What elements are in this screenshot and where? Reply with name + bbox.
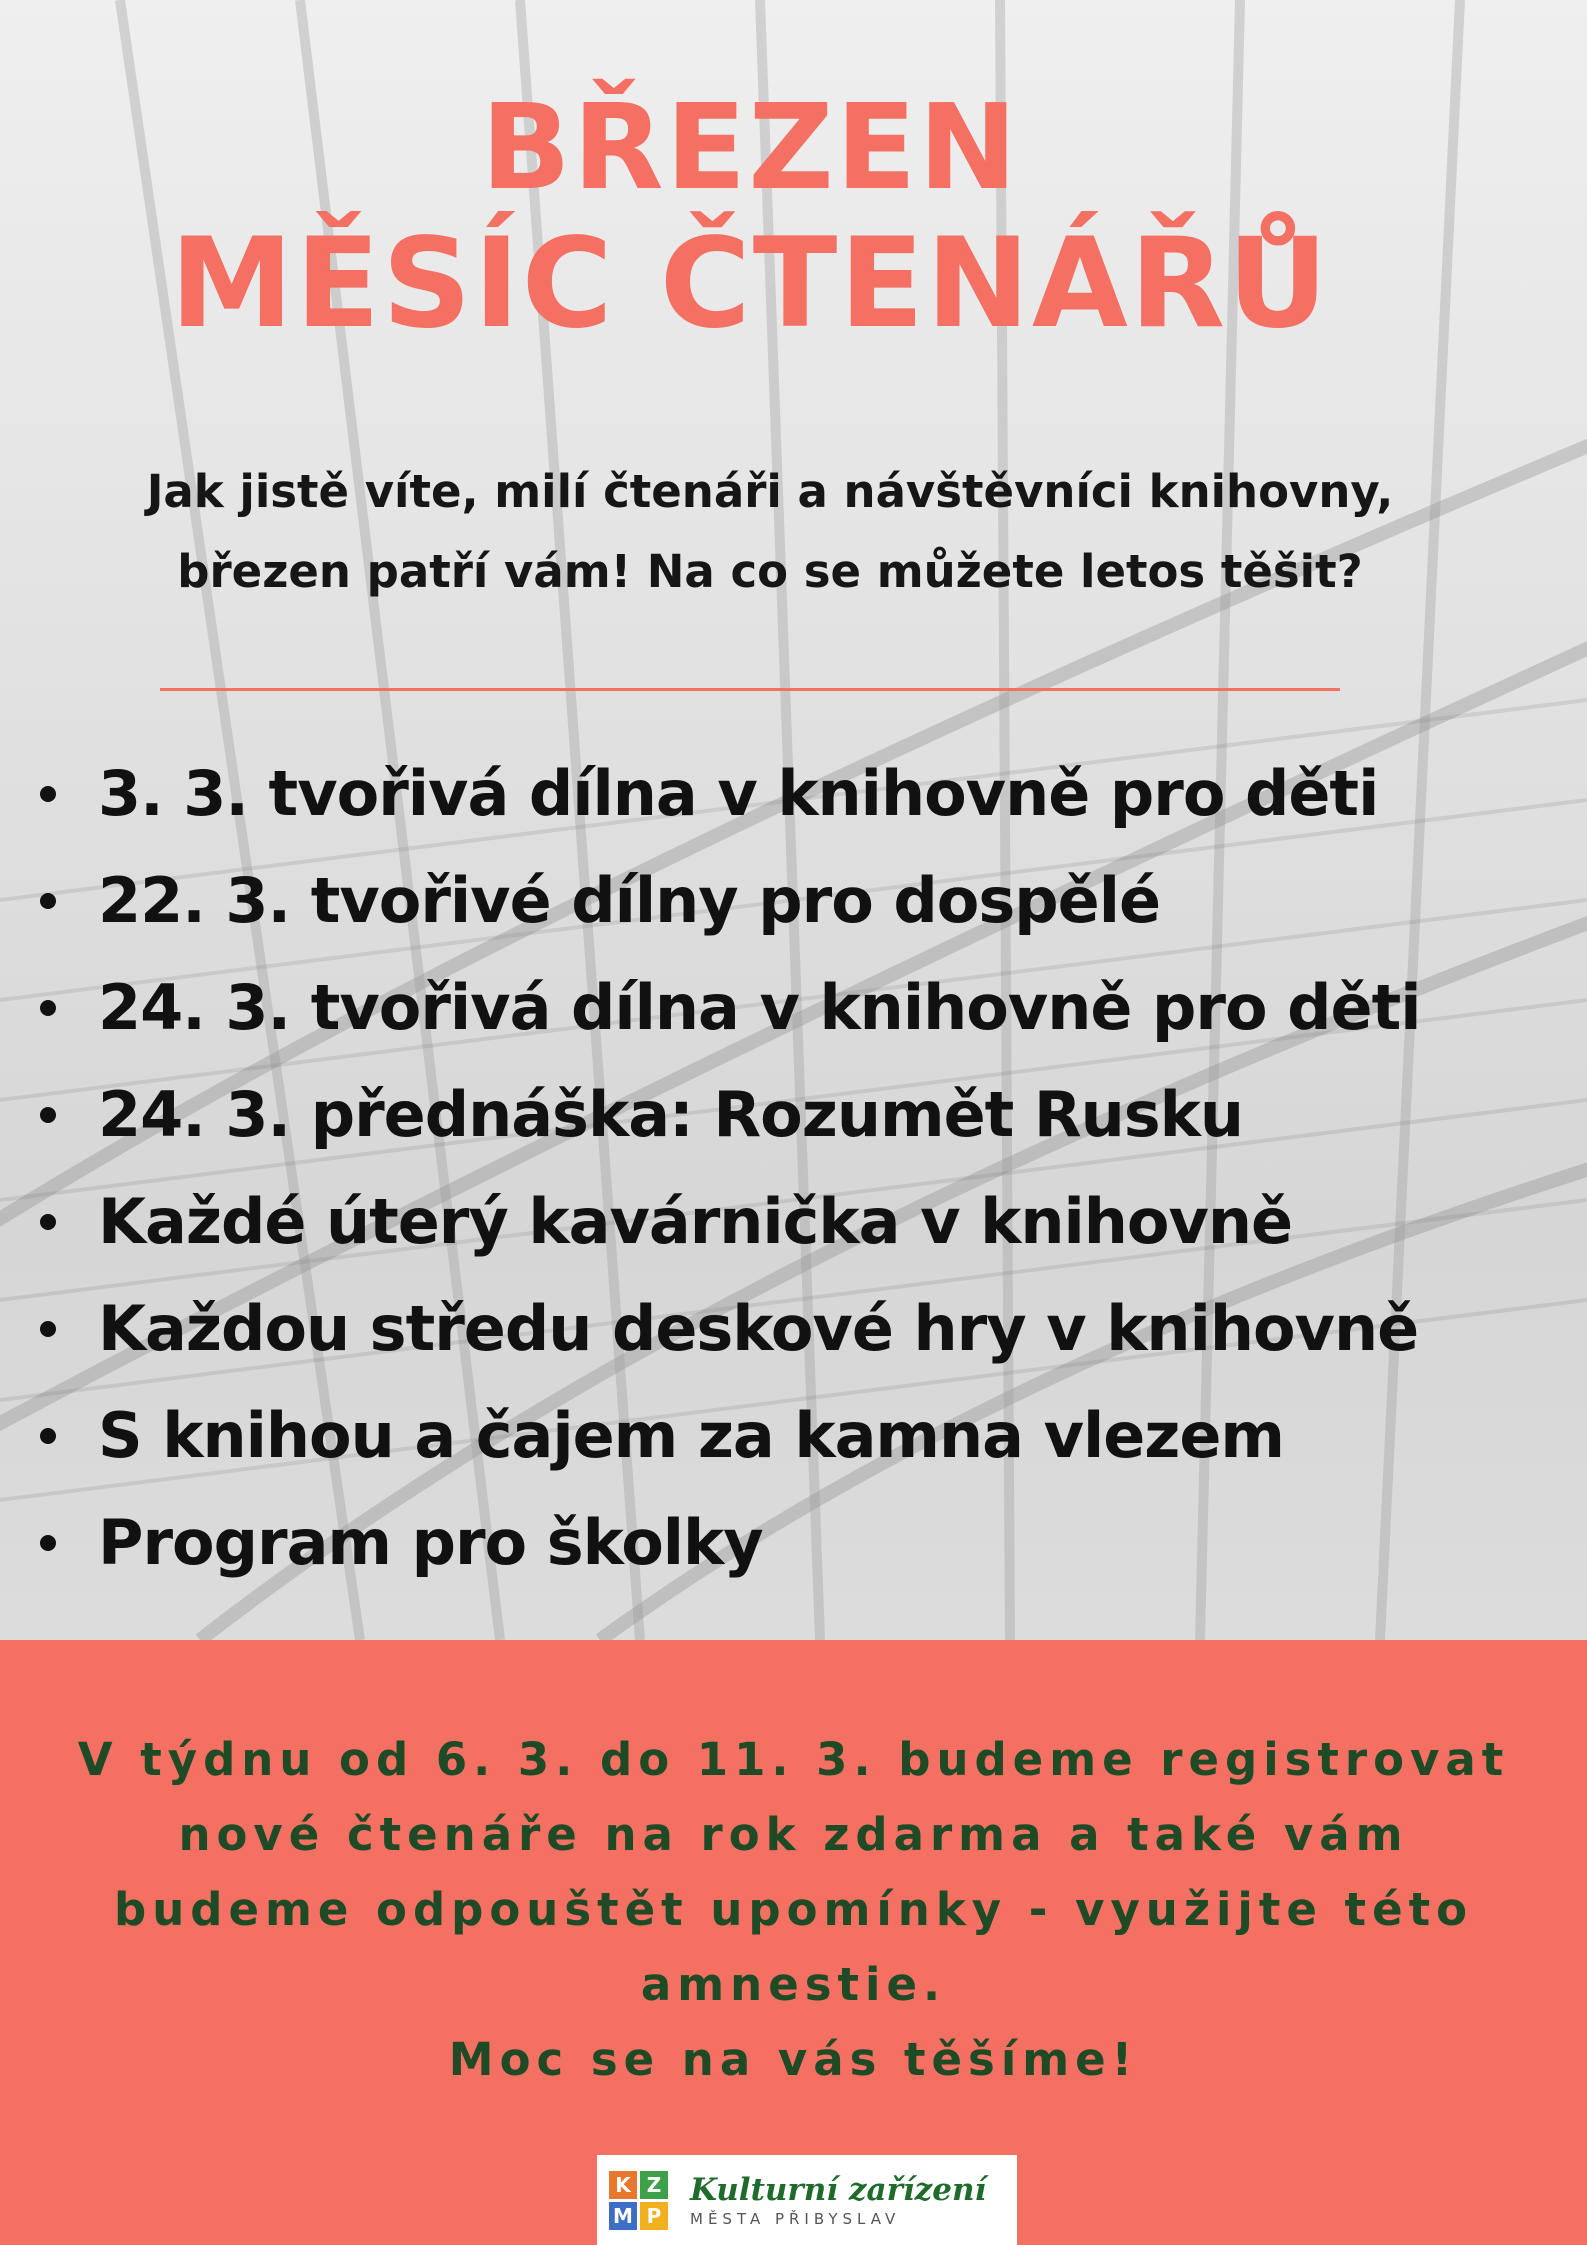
- logo-wordmark: [690, 2172, 986, 2228]
- event-item: [30, 954, 1570, 1061]
- notice-line: nové čtenáře na rok zdarma a také vám: [178, 1808, 1409, 1861]
- intro-line1: Jak jistě víte, milí čtenáři a návštěvníci knihovny,: [146, 465, 1394, 518]
- poster-title-line2: MĚSÍC ČTENÁŘŮ: [170, 212, 1330, 356]
- bullet-icon: [40, 1107, 56, 1123]
- event-item: [30, 1382, 1570, 1489]
- event-text: 22. 3. tvořivé dílny pro dospělé: [98, 864, 1160, 937]
- event-item: [30, 1168, 1570, 1275]
- poster-title-line1: BŘEZEN: [480, 78, 1020, 216]
- event-text: 3. 3. tvořivá dílna v knihovně pro děti: [98, 757, 1379, 830]
- logo-letter-z: Z: [640, 2171, 668, 2199]
- bullet-icon: [40, 1000, 56, 1016]
- bullet-icon: [40, 1428, 56, 1444]
- event-list: [30, 740, 1570, 1596]
- notice-closing: Moc se na vás těšíme!: [448, 2033, 1139, 2086]
- notice-line: amnestie.: [640, 1958, 947, 2011]
- logo-name: Kulturní zařízení: [690, 2172, 987, 2208]
- logo-letter-k: K: [609, 2171, 637, 2199]
- event-text: 24. 3. tvořivá dílna v knihovně pro děti: [98, 971, 1421, 1044]
- event-item: [30, 847, 1570, 954]
- bullet-icon: [40, 786, 56, 802]
- kzmp-logo-mark: [609, 2171, 668, 2230]
- bullet-icon: [40, 893, 56, 909]
- divider-line: [160, 688, 1340, 691]
- event-item: [30, 1489, 1570, 1596]
- event-item: [30, 1275, 1570, 1382]
- logo-letter-m: M: [609, 2202, 637, 2230]
- event-item: [30, 1061, 1570, 1168]
- intro-text: [40, 452, 1500, 612]
- event-text: Každé úterý kavárnička v knihovně: [98, 1185, 1293, 1258]
- notice-text: [20, 1722, 1567, 2097]
- notice-line: V týdnu od 6. 3. do 11. 3. budeme registrovat: [77, 1733, 1510, 1786]
- bullet-icon: [40, 1321, 56, 1337]
- event-item: [30, 740, 1570, 847]
- kzmp-logo: [597, 2155, 1017, 2245]
- event-text: Každou středu deskové hry v knihovně: [98, 1292, 1419, 1365]
- bullet-icon: [40, 1535, 56, 1551]
- event-text: 24. 3. přednáška: Rozumět Rusku: [98, 1078, 1244, 1151]
- bullet-icon: [40, 1214, 56, 1230]
- notice-line: budeme odpouštět upomínky - využijte této: [113, 1883, 1474, 1936]
- logo-subtitle: MĚSTA PŘIBYSLAV: [690, 2210, 901, 2228]
- event-text: Program pro školky: [98, 1506, 763, 1579]
- intro-line2: březen patří vám! Na co se můžete letos těšit?: [177, 545, 1363, 598]
- logo-letter-p: P: [640, 2202, 668, 2230]
- event-text: S knihou a čajem za kamna vlezem: [98, 1399, 1285, 1472]
